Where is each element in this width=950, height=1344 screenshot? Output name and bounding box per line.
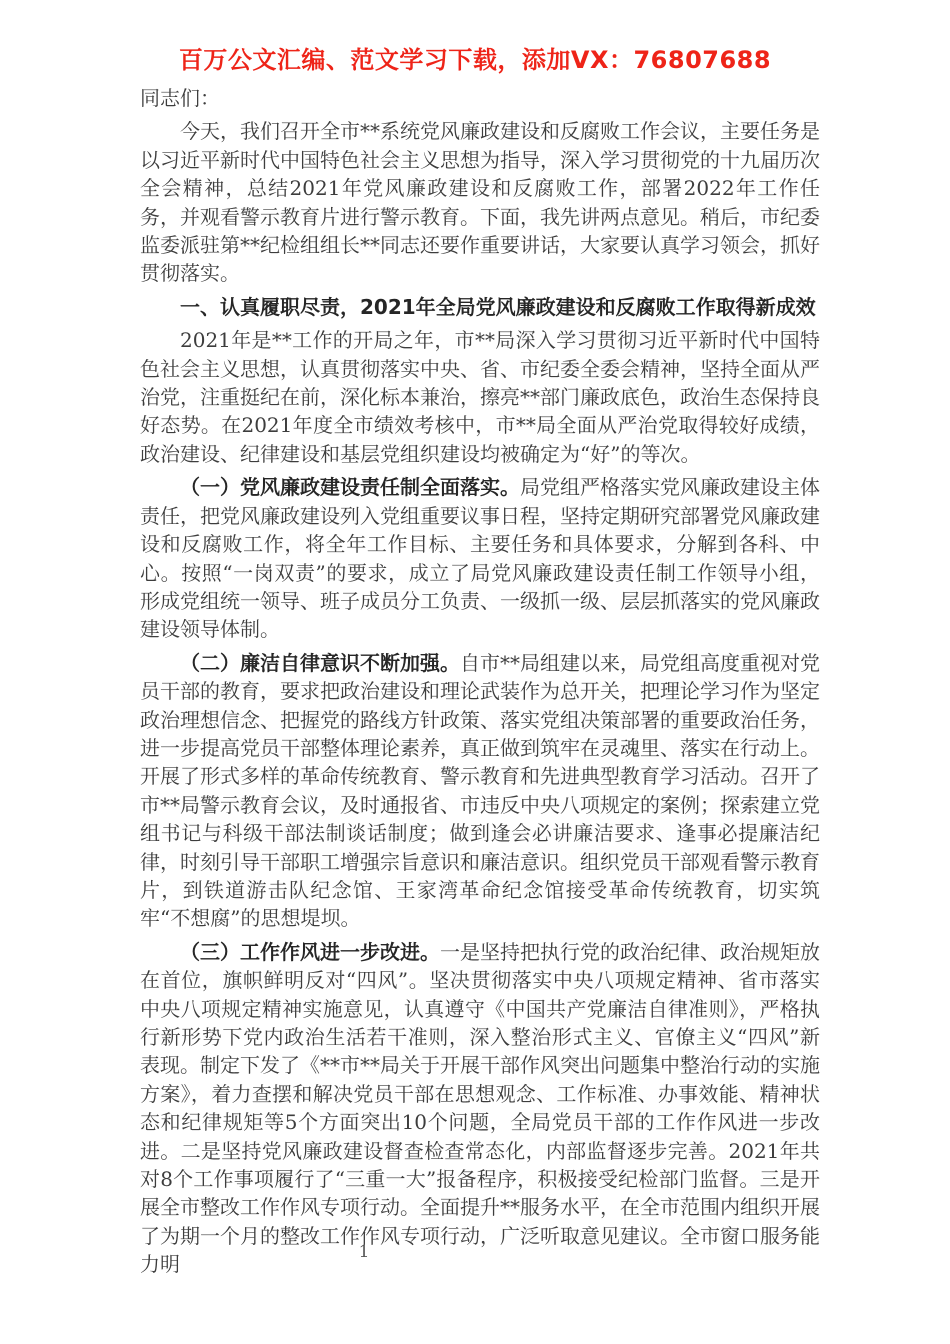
subsection-2-title: （二）廉洁自律意识不断加强。 xyxy=(180,650,460,675)
section-heading-1: 一、认真履职尽责，2021年全局党风廉政建设和反腐败工作取得新成效 xyxy=(180,294,816,319)
subsection-2 xyxy=(140,649,820,933)
subsection-1-body: 局党组严格落实党风廉政建设主体责任，把党风廉政建设列入党组重要议事日程，坚持定期研究部署党风廉政建设和反腐败工作，将全年工作目标、主要任务和具体要求，分解到各科、中心。按照“一岗双责”的要求，成立了局党风廉政建设责任制工作领导小组，形成党组统一领导、班子成员分工负责、一级抓一级、层层抓落实的党风廉政建设领导体制。 xyxy=(140,475,820,642)
page-number: 1 xyxy=(358,1242,370,1262)
subsection-3 xyxy=(140,938,820,1279)
subsection-1 xyxy=(140,473,820,643)
overview-paragraph: 2021年是**工作的开局之年，市**局深入学习贯彻习近平新时代中国特色社会主义思想，认真贯彻落实中央、省、市纪委全委会精神，坚持全面从严治党，注重挺纪在前，深化标本兼治，擦亮**部门廉政底色，政治生态保持良好态势。在2021年度全市绩效考核中，市**局全面从严治党取得较好成绩，政治建设、纪律建设和基层党组织建设均被确定为“好”的等次。 xyxy=(140,328,820,466)
salutation: 同志们： xyxy=(140,86,220,110)
subsection-1-title: （一）党风廉政建设责任制全面落实。 xyxy=(180,475,520,500)
document-body xyxy=(140,84,820,1284)
subsection-2-body: 自市**局组建以来，局党组高度重视对党员干部的教育，要求把政治建设和理论武装作为总开关，把理论学习作为坚定政治理想信念、把握党的路线方针政策、落实党组决策部署的重要政治任务，进一步提高党员干部整体理论素养，真正做到筑牢在灵魂里、落实在行动上。开展了形式多样的革命传统教育、警示教育和先进典型教育学习活动。召开了市**局警示教育会议，及时通报省、市违反中央八项规定的案例；探索建立党组书记与科级干部法制谈话制度；做到逢会必讲廉洁要求、逢事必提廉洁纪律，时刻引导干部职工增强宗旨意识和廉洁意识。组织党员干部观看警示教育片，到铁道游击队纪念馆、王家湾革命纪念馆接受革命传统教育，切实筑牢“不想腐”的思想堤坝。 xyxy=(140,650,820,931)
subsection-3-title: （三）工作作风进一步改进。 xyxy=(180,939,440,964)
intro-paragraph: 今天，我们召开全市**系统党风廉政建设和反腐败工作会议，主要任务是以习近平新时代中国特色社会主义思想为指导，深入学习贯彻党的十九届历次全会精神，总结2021年党风廉政建设和反腐败工作，部署2022年工作任务，并观看警示教育片进行警示教育。下面，我先讲两点意见。稍后，市纪委监委派驻第**纪检组组长**同志还要作重要讲话，大家要认真学习领会，抓好贯彻落实。 xyxy=(140,119,820,286)
watermark-banner: 百万公文汇编、范文学习下载，添加VX：76807688 xyxy=(178,46,772,74)
subsection-3-body: 一是坚持把执行党的政治纪律、政治规矩放在首位，旗帜鲜明反对“四风”。坚决贯彻落实中央八项规定精神、省市落实中央八项规定精神实施意见，认真遵守《中国共产党廉洁自律准则》，严格执行新形势下党内政治生活若干准则，深入整治形式主义、官僚主义“四风”新表现。制定下发了《**市**局关于开展干部作风突出问题集中整治行动的实施方案》，着力查摆和解决党员干部在思想观念、工作标准、办事效能、精神状态和纪律规矩等5个方面突出10个问题，全局党员干部的工作作风进一步改进。二是坚持党风廉政建设督查检查常态化，内部监督逐步完善。2021年共对8个工作事项履行了“三重一大”报备程序，积极接受纪检部门监督。三是开展全市整改工作作风专项行动。全面提升**服务水平，在全市范围内组织开展了为期一个月的整改工作作风专项行动，广泛听取意见建议。全市窗口服务能力明 xyxy=(140,939,820,1277)
